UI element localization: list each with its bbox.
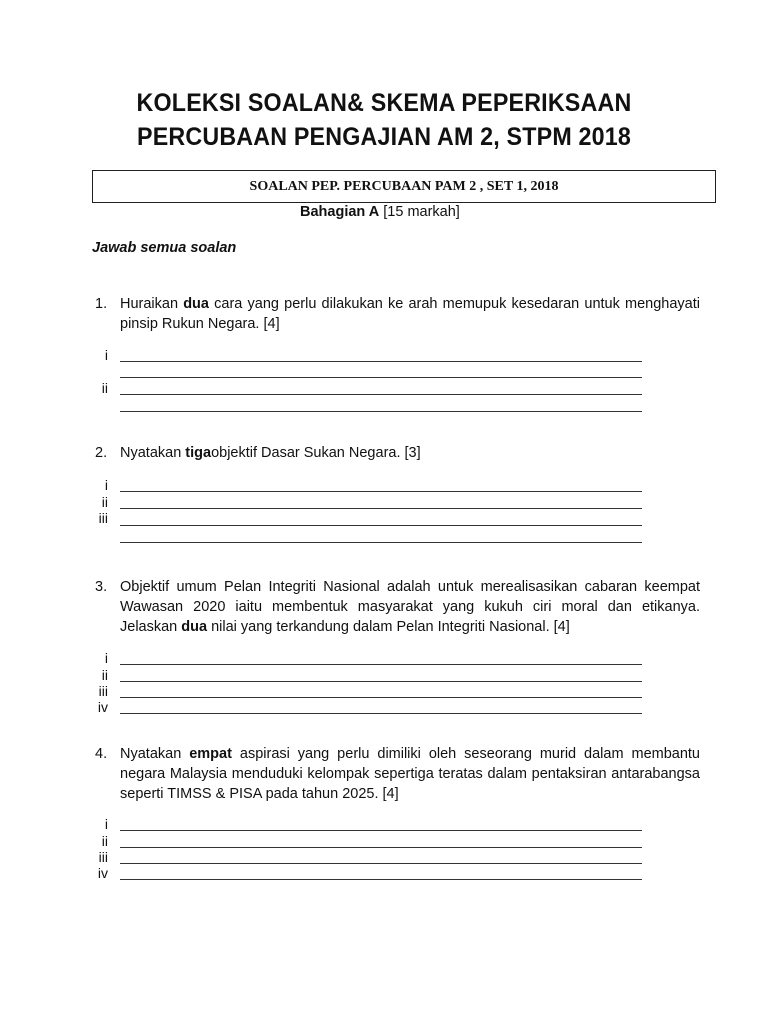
answer-line[interactable] — [120, 863, 642, 864]
answer-line[interactable] — [120, 697, 642, 698]
document-title-line-1: KOLEKSI SOALAN& SKEMA PEPERIKSAAN — [136, 89, 632, 117]
question-3-text — [120, 577, 700, 637]
answer-line[interactable] — [120, 377, 642, 378]
question-1-roman-ii: ii — [101, 380, 108, 396]
answer-line[interactable] — [120, 411, 642, 412]
question-4-roman-ii: ii — [101, 833, 108, 849]
answer-line[interactable] — [120, 508, 642, 509]
answer-line[interactable] — [120, 542, 642, 543]
emphasis-word: dua — [181, 619, 208, 635]
emphasis-word: dua — [183, 296, 209, 312]
section-marks: [15 markah] — [383, 204, 460, 220]
question-3-roman-iv: iv — [97, 699, 108, 715]
answer-line[interactable] — [120, 847, 642, 848]
answer-line[interactable] — [120, 525, 642, 526]
emphasis-word: empat — [189, 746, 232, 762]
question-1-roman-i: i — [104, 347, 108, 363]
question-text-run: aspirasi yang perlu dimiliki oleh seseorang murid dalam membantu negara Malaysia menduduki kelompak sepertiga teratas dalam pentaksiran antarabangsa seperti TIMSS & PISA pada tahun 2025. [4] — [120, 746, 700, 802]
document-title-line-2: PERCUBAAN PENGAJIAN AM 2, STPM 2018 — [136, 123, 632, 151]
question-text-run: Huraikan — [120, 296, 184, 312]
question-text-run: Nyatakan — [120, 445, 186, 461]
exam-heading-box: SOALAN PEP. PERCUBAAN PAM 2 , SET 1, 2018 — [92, 170, 716, 203]
question-text-run: Nyatakan — [120, 746, 190, 762]
question-4-roman-i: i — [104, 816, 108, 832]
question-text-run: Objektif umum Pelan Integriti Nasional adalah untuk merealisasikan cabaran keempat Wawasan 2020 iaitu membentuk masyarakat yang kukuh ciri moral dan etikanya. Jelaskan — [120, 579, 700, 635]
question-text-run: nilai yang terkandung dalam Pelan Integriti Nasional. [4] — [207, 619, 570, 635]
question-2-number: 2. — [95, 445, 108, 461]
question-text-run: objektif Dasar Sukan Negara. [3] — [211, 445, 421, 461]
answer-line[interactable] — [120, 681, 642, 682]
question-4-text — [120, 744, 700, 804]
question-2-text — [120, 443, 700, 463]
instruction-text: Jawab semua soalan — [92, 240, 237, 256]
answer-line[interactable] — [120, 664, 642, 665]
question-3-number: 3. — [95, 579, 108, 595]
question-1-text — [120, 294, 700, 334]
question-3-roman-ii: ii — [101, 667, 108, 683]
question-1-number: 1. — [95, 296, 108, 312]
question-4-roman-iv: iv — [97, 865, 108, 881]
answer-line[interactable] — [120, 830, 642, 831]
question-2-roman-ii: ii — [101, 494, 108, 510]
question-4-number: 4. — [95, 746, 108, 762]
section-heading — [300, 204, 460, 220]
emphasis-word: tiga — [185, 445, 212, 461]
answer-line[interactable] — [120, 361, 642, 362]
answer-line[interactable] — [120, 491, 642, 492]
question-4-roman-iii: iii — [98, 849, 108, 865]
question-2-roman-i: i — [104, 477, 108, 493]
answer-line[interactable] — [120, 394, 642, 395]
section-name: Bahagian A — [300, 204, 380, 220]
question-text-run: cara yang perlu dilakukan ke arah memupuk kesedaran untuk menghayati pinsip Rukun Negara. [4] — [120, 296, 700, 332]
question-3-roman-i: i — [104, 650, 108, 666]
question-2-roman-iii: iii — [98, 510, 108, 526]
question-3-roman-iii: iii — [98, 683, 108, 699]
answer-line[interactable] — [120, 713, 642, 714]
answer-line[interactable] — [120, 879, 642, 880]
